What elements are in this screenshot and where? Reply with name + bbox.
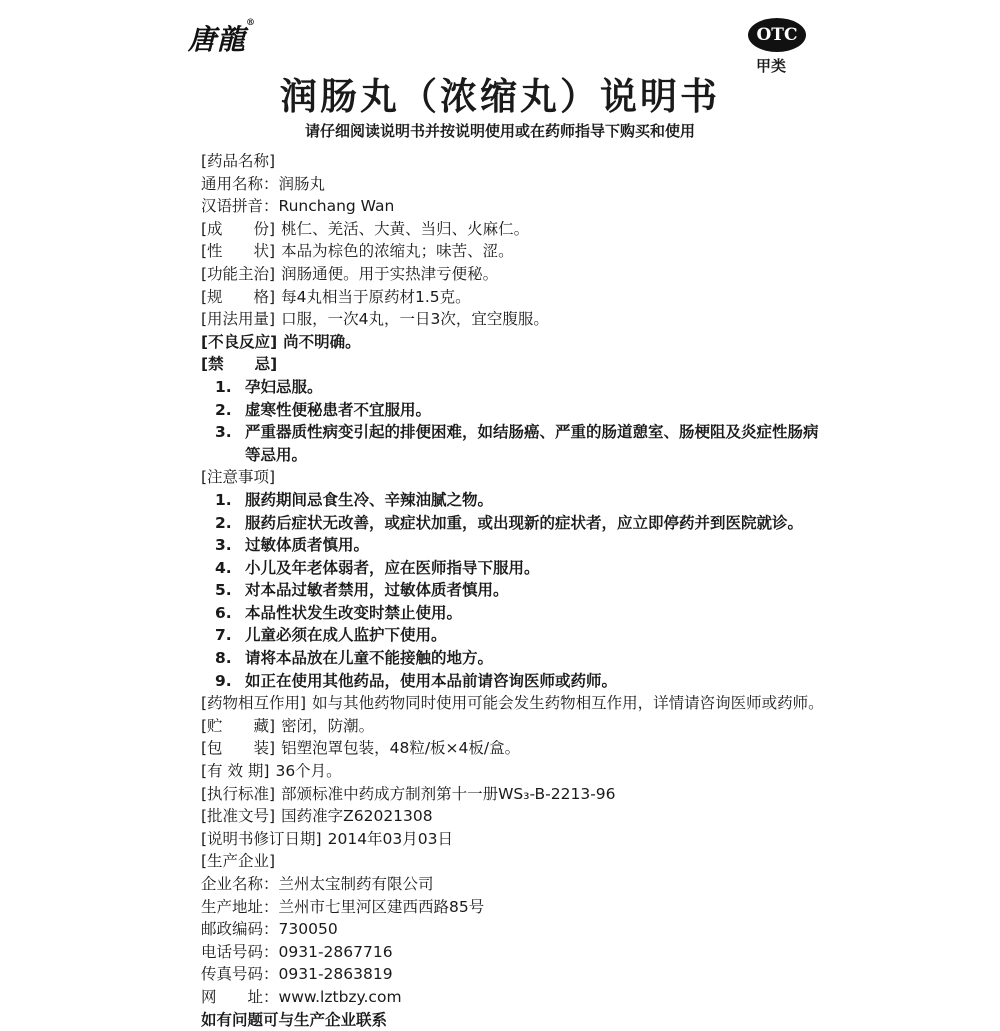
list-item xyxy=(201,647,826,670)
indications-row xyxy=(201,263,826,286)
list-item xyxy=(201,579,826,602)
standard-label: [执行标准] xyxy=(201,784,276,803)
precautions-header: [注意事项] xyxy=(201,468,276,487)
list-item-number: 2. xyxy=(215,400,232,419)
revision-value: 2014年03月03日 xyxy=(327,829,454,848)
contraindications-header: [禁 忌] xyxy=(201,355,278,374)
package-value: 铝塑泡罩包装，48粒/板×4板/盒。 xyxy=(281,739,521,758)
package-row xyxy=(201,737,826,760)
list-item-text: 请将本品放在儿童不能接触的地方。 xyxy=(245,649,494,668)
appearance-row xyxy=(201,240,826,263)
website-link[interactable]: www.lztbzy.com xyxy=(278,987,402,1006)
list-item-text: 小儿及年老体弱者，应在医师指导下服用。 xyxy=(245,558,540,577)
list-item-number: 6. xyxy=(215,603,232,622)
phone-row xyxy=(201,941,826,964)
fax-row xyxy=(201,963,826,986)
approval-value: 国药准字Z62021308 xyxy=(281,807,433,826)
list-item-number: 5. xyxy=(215,581,232,600)
revision-label: [说明书修订日期] xyxy=(201,829,322,848)
address-value: 兰州市七里河区建西西路85号 xyxy=(278,897,485,916)
specification-row xyxy=(201,286,826,309)
pinyin-value: Runchang Wan xyxy=(278,197,395,216)
list-item-text: 服药后症状无改善，或症状加重，或出现新的症状者，应立即停药并到医院就诊。 xyxy=(245,513,804,532)
otc-badge: OTC xyxy=(748,18,806,52)
postcode-row xyxy=(201,918,826,941)
phone-label: 电话号码： xyxy=(201,942,279,961)
leaflet-body xyxy=(201,150,826,1031)
list-item-number: 8. xyxy=(215,649,232,668)
package-label: [包 装] xyxy=(201,739,276,758)
dosage-row xyxy=(201,308,826,331)
list-item-text: 如正在使用其他药品，使用本品前请咨询医师或药师。 xyxy=(245,671,618,690)
document-subtitle: 请仔细阅读说明书并按说明使用或在药师指导下购买和使用 xyxy=(304,122,695,140)
drug-name-header: [药品名称] xyxy=(201,152,276,170)
validity-label: [有 效 期] xyxy=(201,762,270,781)
list-item-text: 对本品过敏者禁用，过敏体质者慎用。 xyxy=(245,581,509,600)
ingredients-value: 桃仁、羌活、大黄、当归、火麻仁。 xyxy=(281,219,530,238)
list-item-number: 1. xyxy=(215,490,232,509)
address-label: 生产地址： xyxy=(201,897,279,916)
standard-value: 部颁标准中药成方制剂第十一册WS₃-B-2213-96 xyxy=(281,784,616,803)
fax-value: 0931-2863819 xyxy=(278,965,393,984)
manufacturer-header: [生产企业] xyxy=(201,852,276,871)
generic-name-value: 润肠丸 xyxy=(278,174,326,193)
list-item xyxy=(201,557,826,580)
validity-row xyxy=(201,760,826,783)
list-item xyxy=(201,670,826,693)
address-row xyxy=(201,896,826,919)
pinyin-label: 汉语拼音： xyxy=(201,197,279,216)
phone-value: 0931-2867716 xyxy=(278,942,393,961)
list-item xyxy=(201,489,826,512)
generic-name-row xyxy=(201,173,826,196)
list-item-number: 1. xyxy=(215,377,232,396)
list-item xyxy=(201,624,826,647)
list-item-text: 虚寒性便秘患者不宜服用。 xyxy=(245,400,432,419)
list-item-number: 2. xyxy=(215,513,232,532)
contact-footer: 如有问题可与生产企业联系 xyxy=(201,1010,388,1029)
dosage-label: [用法用量] xyxy=(201,310,276,329)
storage-label: [贮 藏] xyxy=(201,716,276,735)
list-item xyxy=(201,512,826,535)
validity-value: 36个月。 xyxy=(275,762,342,781)
fax-label: 传真号码： xyxy=(201,965,279,984)
adverse-label: [不良反应] xyxy=(201,332,278,351)
appearance-value: 本品为棕色的浓缩丸；味苦、涩。 xyxy=(281,242,514,261)
list-item-text: 儿童必须在成人监护下使用。 xyxy=(245,626,447,645)
approval-row xyxy=(201,805,826,828)
ingredients-label: [成 份] xyxy=(201,219,276,238)
list-item-number: 4. xyxy=(215,558,232,577)
otc-class-label: 甲类 xyxy=(756,57,787,75)
company-row xyxy=(201,873,826,896)
website-label: 网 址： xyxy=(201,987,279,1006)
adverse-value: 尚不明确。 xyxy=(283,332,361,351)
approval-label: [批准文号] xyxy=(201,807,276,826)
brand-logo: 唐龍® xyxy=(188,18,257,56)
list-item-number: 3. xyxy=(215,536,232,555)
list-item xyxy=(201,534,826,557)
specification-label: [规 格] xyxy=(201,287,276,306)
list-item-text: 服药期间忌食生冷、辛辣油腻之物。 xyxy=(245,490,494,509)
list-item-number: 9. xyxy=(215,671,232,690)
indications-label: [功能主治] xyxy=(201,264,276,283)
list-item xyxy=(201,399,826,422)
dosage-value: 口服，一次4丸，一日3次，宜空腹服。 xyxy=(281,310,549,329)
list-item-text: 本品性状发生改变时禁止使用。 xyxy=(245,603,463,622)
list-item-text: 严重器质性病变引起的排便困难，如结肠癌、严重的肠道憩室、肠梗阻及炎症性肠病等忌用。 xyxy=(245,423,819,464)
appearance-label: [性 状] xyxy=(201,242,276,261)
interactions-label: [药物相互作用] xyxy=(201,694,307,713)
company-value: 兰州太宝制药有限公司 xyxy=(278,875,434,893)
postcode-value: 730050 xyxy=(278,920,338,939)
interactions-row xyxy=(201,692,826,715)
revision-row xyxy=(201,828,826,851)
storage-value: 密闭，防潮。 xyxy=(281,716,375,735)
list-item xyxy=(201,421,826,466)
storage-row xyxy=(201,715,826,738)
list-item-text: 孕妇忌服。 xyxy=(245,377,323,396)
indications-value: 润肠通便。用于实热津亏便秘。 xyxy=(281,264,499,283)
standard-row xyxy=(201,783,826,806)
list-item xyxy=(201,376,826,399)
specification-value: 每4丸相当于原药材1.5克。 xyxy=(281,287,471,306)
list-item-text: 过敏体质者慎用。 xyxy=(245,536,370,555)
interactions-value: 如与其他药物同时使用可能会发生药物相互作用，详情请咨询医师或药师。 xyxy=(312,694,824,713)
document-title: 润肠丸（浓缩丸）说明书 xyxy=(280,75,720,118)
website-row xyxy=(201,986,826,1009)
adverse-row xyxy=(201,331,826,354)
generic-name-label: 通用名称： xyxy=(201,174,279,193)
pinyin-row xyxy=(201,195,826,218)
postcode-label: 邮政编码： xyxy=(201,920,279,939)
ingredients-row xyxy=(201,218,826,241)
list-item-number: 3. xyxy=(215,423,232,442)
company-label: 企业名称： xyxy=(201,875,279,893)
list-item xyxy=(201,602,826,625)
list-item-number: 7. xyxy=(215,626,232,645)
